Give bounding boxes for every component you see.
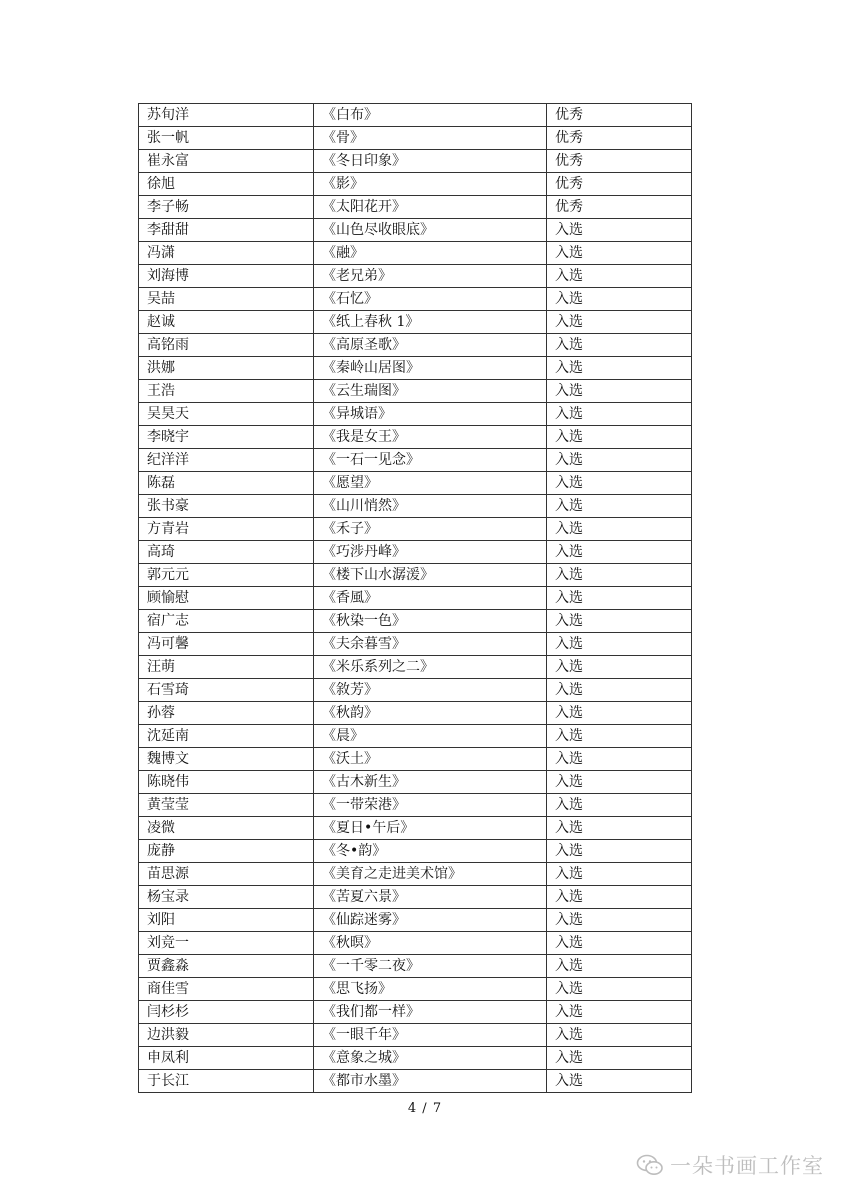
table-row: [139, 817, 692, 840]
table-row: [139, 1047, 692, 1070]
award-cell: 入选: [547, 1047, 692, 1070]
work-title-cell: 《夫余暮雪》: [314, 633, 547, 656]
name-cell: 刘海博: [139, 265, 314, 288]
table-row: [139, 794, 692, 817]
name-cell: 陈磊: [139, 472, 314, 495]
award-cell: 优秀: [547, 104, 692, 127]
name-cell: 高铭雨: [139, 334, 314, 357]
work-title-cell: 《高原圣歌》: [314, 334, 547, 357]
work-title-cell: 《秦岭山居图》: [314, 357, 547, 380]
table-row: [139, 679, 692, 702]
work-title-cell: 《美育之走进美术馆》: [314, 863, 547, 886]
award-cell: 入选: [547, 656, 692, 679]
name-cell: 徐旭: [139, 173, 314, 196]
table-row: [139, 771, 692, 794]
work-title-cell: 《秋暝》: [314, 932, 547, 955]
work-title-cell: 《我是女王》: [314, 426, 547, 449]
award-cell: 入选: [547, 1024, 692, 1047]
work-title-cell: 《纸上春秋 1》: [314, 311, 547, 334]
award-cell: 入选: [547, 219, 692, 242]
name-cell: 崔永富: [139, 150, 314, 173]
name-cell: 商佳雪: [139, 978, 314, 1001]
work-title-cell: 《米乐系列之二》: [314, 656, 547, 679]
table-row: [139, 334, 692, 357]
work-title-cell: 《禾子》: [314, 518, 547, 541]
table-row: [139, 495, 692, 518]
work-title-cell: 《太阳花开》: [314, 196, 547, 219]
award-cell: 入选: [547, 1001, 692, 1024]
watermark-text: 一朵书画工作室: [670, 1154, 824, 1178]
table-row: [139, 357, 692, 380]
table-row: [139, 633, 692, 656]
work-title-cell: 《古木新生》: [314, 771, 547, 794]
table-row: [139, 380, 692, 403]
work-title-cell: 《白布》: [314, 104, 547, 127]
work-title-cell: 《沃土》: [314, 748, 547, 771]
results-table: [138, 103, 692, 1093]
work-title-cell: 《都市水墨》: [314, 1070, 547, 1093]
table-row: [139, 1001, 692, 1024]
results-table-body: [139, 104, 692, 1093]
table-row: [139, 403, 692, 426]
name-cell: 魏博文: [139, 748, 314, 771]
name-cell: 凌微: [139, 817, 314, 840]
award-cell: 优秀: [547, 150, 692, 173]
work-title-cell: 《愿望》: [314, 472, 547, 495]
name-cell: 洪娜: [139, 357, 314, 380]
work-title-cell: 《山色尽收眼底》: [314, 219, 547, 242]
table-row: [139, 173, 692, 196]
name-cell: 顾愉慰: [139, 587, 314, 610]
name-cell: 吴喆: [139, 288, 314, 311]
table-row: [139, 725, 692, 748]
work-title-cell: 《冬日印象》: [314, 150, 547, 173]
table-row: [139, 219, 692, 242]
work-title-cell: 《骨》: [314, 127, 547, 150]
award-cell: 入选: [547, 633, 692, 656]
name-cell: 赵诚: [139, 311, 314, 334]
award-cell: 入选: [547, 518, 692, 541]
table-row: [139, 426, 692, 449]
name-cell: 冯可馨: [139, 633, 314, 656]
table-row: [139, 840, 692, 863]
table-row: [139, 1070, 692, 1093]
work-title-cell: 《石忆》: [314, 288, 547, 311]
name-cell: 申凤利: [139, 1047, 314, 1070]
award-cell: 入选: [547, 610, 692, 633]
table-row: [139, 610, 692, 633]
name-cell: 庞静: [139, 840, 314, 863]
name-cell: 边洪毅: [139, 1024, 314, 1047]
name-cell: 刘阳: [139, 909, 314, 932]
award-cell: 入选: [547, 357, 692, 380]
name-cell: 李子畅: [139, 196, 314, 219]
table-row: [139, 265, 692, 288]
award-cell: 入选: [547, 932, 692, 955]
name-cell: 石雪琦: [139, 679, 314, 702]
table-row: [139, 196, 692, 219]
award-cell: 优秀: [547, 196, 692, 219]
table-row: [139, 518, 692, 541]
work-title-cell: 《晨》: [314, 725, 547, 748]
work-title-cell: 《意象之城》: [314, 1047, 547, 1070]
work-title-cell: 《我们都一样》: [314, 1001, 547, 1024]
table-row: [139, 288, 692, 311]
work-title-cell: 《夏日•午后》: [314, 817, 547, 840]
table-row: [139, 863, 692, 886]
table-row: [139, 1024, 692, 1047]
award-cell: 入选: [547, 679, 692, 702]
work-title-cell: 《一千零二夜》: [314, 955, 547, 978]
watermark: [636, 1150, 824, 1180]
award-cell: 入选: [547, 1070, 692, 1093]
work-title-cell: 《融》: [314, 242, 547, 265]
award-cell: 入选: [547, 587, 692, 610]
work-title-cell: 《香風》: [314, 587, 547, 610]
table-row: [139, 564, 692, 587]
award-cell: 入选: [547, 334, 692, 357]
award-cell: 入选: [547, 472, 692, 495]
work-title-cell: 《仙踪迷雾》: [314, 909, 547, 932]
work-title-cell: 《巧涉丹峰》: [314, 541, 547, 564]
name-cell: 李晓宇: [139, 426, 314, 449]
table-row: [139, 127, 692, 150]
name-cell: 王浩: [139, 380, 314, 403]
work-title-cell: 《一石一见念》: [314, 449, 547, 472]
table-row: [139, 978, 692, 1001]
work-title-cell: 《楼下山水潺湲》: [314, 564, 547, 587]
name-cell: 吴昊天: [139, 403, 314, 426]
name-cell: 苏旬洋: [139, 104, 314, 127]
work-title-cell: 《一眼千年》: [314, 1024, 547, 1047]
name-cell: 刘竞一: [139, 932, 314, 955]
award-cell: 入选: [547, 288, 692, 311]
award-cell: 入选: [547, 909, 692, 932]
award-cell: 入选: [547, 748, 692, 771]
table-row: [139, 449, 692, 472]
name-cell: 汪萌: [139, 656, 314, 679]
award-cell: 入选: [547, 702, 692, 725]
work-title-cell: 《山川悄然》: [314, 495, 547, 518]
name-cell: 张一帆: [139, 127, 314, 150]
work-title-cell: 《一带荣港》: [314, 794, 547, 817]
award-cell: 入选: [547, 265, 692, 288]
award-cell: 入选: [547, 955, 692, 978]
table-row: [139, 748, 692, 771]
wechat-icon: [636, 1153, 664, 1177]
award-cell: 入选: [547, 771, 692, 794]
table-row: [139, 932, 692, 955]
award-cell: 入选: [547, 449, 692, 472]
name-cell: 贾鑫淼: [139, 955, 314, 978]
table-row: [139, 587, 692, 610]
award-cell: 入选: [547, 794, 692, 817]
table-row: [139, 472, 692, 495]
page-number: 4 / 7: [407, 1101, 443, 1116]
award-cell: 入选: [547, 863, 692, 886]
award-cell: 入选: [547, 978, 692, 1001]
table-row: [139, 242, 692, 265]
work-title-cell: 《敘芳》: [314, 679, 547, 702]
award-cell: 入选: [547, 426, 692, 449]
table-row: [139, 656, 692, 679]
award-cell: 入选: [547, 840, 692, 863]
name-cell: 黄莹莹: [139, 794, 314, 817]
name-cell: 高琦: [139, 541, 314, 564]
award-cell: 入选: [547, 495, 692, 518]
name-cell: 冯潇: [139, 242, 314, 265]
table-row: [139, 311, 692, 334]
table-row: [139, 150, 692, 173]
name-cell: 宿广志: [139, 610, 314, 633]
award-cell: 入选: [547, 242, 692, 265]
work-title-cell: 《苦夏六景》: [314, 886, 547, 909]
name-cell: 于长江: [139, 1070, 314, 1093]
table-row: [139, 702, 692, 725]
name-cell: 闫杉杉: [139, 1001, 314, 1024]
name-cell: 杨宝录: [139, 886, 314, 909]
work-title-cell: 《秋染一色》: [314, 610, 547, 633]
award-cell: 入选: [547, 725, 692, 748]
name-cell: 郭元元: [139, 564, 314, 587]
work-title-cell: 《冬•韵》: [314, 840, 547, 863]
table-row: [139, 955, 692, 978]
name-cell: 张书豪: [139, 495, 314, 518]
work-title-cell: 《云生瑞图》: [314, 380, 547, 403]
name-cell: 沈延南: [139, 725, 314, 748]
name-cell: 陈晓伟: [139, 771, 314, 794]
name-cell: 纪洋洋: [139, 449, 314, 472]
award-cell: 入选: [547, 311, 692, 334]
award-cell: 入选: [547, 886, 692, 909]
table-row: [139, 104, 692, 127]
work-title-cell: 《老兄弟》: [314, 265, 547, 288]
award-cell: 入选: [547, 564, 692, 587]
name-cell: 孙蓉: [139, 702, 314, 725]
award-cell: 入选: [547, 817, 692, 840]
table-row: [139, 886, 692, 909]
work-title-cell: 《秋韵》: [314, 702, 547, 725]
name-cell: 方青岩: [139, 518, 314, 541]
award-cell: 入选: [547, 403, 692, 426]
name-cell: 苗思源: [139, 863, 314, 886]
work-title-cell: 《异城语》: [314, 403, 547, 426]
award-cell: 入选: [547, 541, 692, 564]
name-cell: 李甜甜: [139, 219, 314, 242]
work-title-cell: 《影》: [314, 173, 547, 196]
table-row: [139, 909, 692, 932]
award-cell: 优秀: [547, 127, 692, 150]
award-cell: 优秀: [547, 173, 692, 196]
table-row: [139, 541, 692, 564]
award-cell: 入选: [547, 380, 692, 403]
work-title-cell: 《思飞扬》: [314, 978, 547, 1001]
